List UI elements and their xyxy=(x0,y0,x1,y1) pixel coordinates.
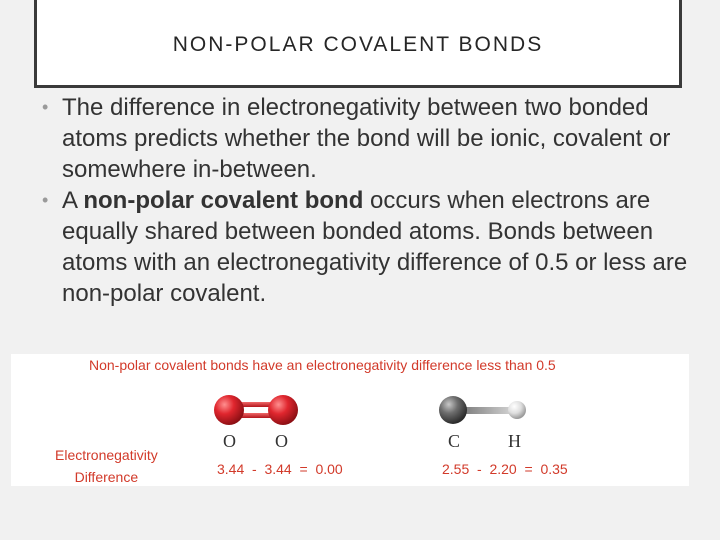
atom-label-o2: O xyxy=(275,431,288,451)
bullet-item-2 xyxy=(40,185,700,309)
bullet-text-suffix: occurs when electrons are equally shared between bonded atoms. Bonds between atoms with an electronegativity difference of 0.5 or less are non-polar covalent. xyxy=(62,187,688,307)
atom-label-c: C xyxy=(448,431,461,451)
oxygen-molecule-icon xyxy=(211,392,303,428)
label-line-1: Electronegativity xyxy=(55,447,158,463)
atom-label-o1: O xyxy=(223,431,236,451)
electronegativity-difference-label xyxy=(55,444,158,486)
bullet-text: The difference in electronegativity between two bonded atoms predicts whether the bond will be ionic, covalent or somewhere in-between. xyxy=(62,94,671,183)
label-line-2: Difference xyxy=(74,469,139,485)
slide-title: NON-POLAR COVALENT BONDS xyxy=(172,32,544,56)
bullet-dot: • xyxy=(42,97,49,117)
oxygen-calc: 3.44 - 3.44 = 0.00 xyxy=(217,461,343,477)
ch-calc: 2.55 - 2.20 = 0.35 xyxy=(442,461,568,477)
figure-header: Non-polar covalent bonds have an electronegativity difference less than 0.5 xyxy=(89,357,556,373)
bullet-text-prefix: A xyxy=(62,187,84,214)
bullet-dot: • xyxy=(42,190,49,210)
carbon-hydrogen-molecule-icon xyxy=(437,394,533,428)
title-frame xyxy=(34,0,682,88)
bullet-bold-term: non-polar covalent bond xyxy=(83,187,364,214)
atom-label-h: H xyxy=(508,431,521,451)
bond-figure xyxy=(11,354,689,486)
bullet-item-1 xyxy=(40,92,700,185)
bullet-list xyxy=(40,92,700,309)
